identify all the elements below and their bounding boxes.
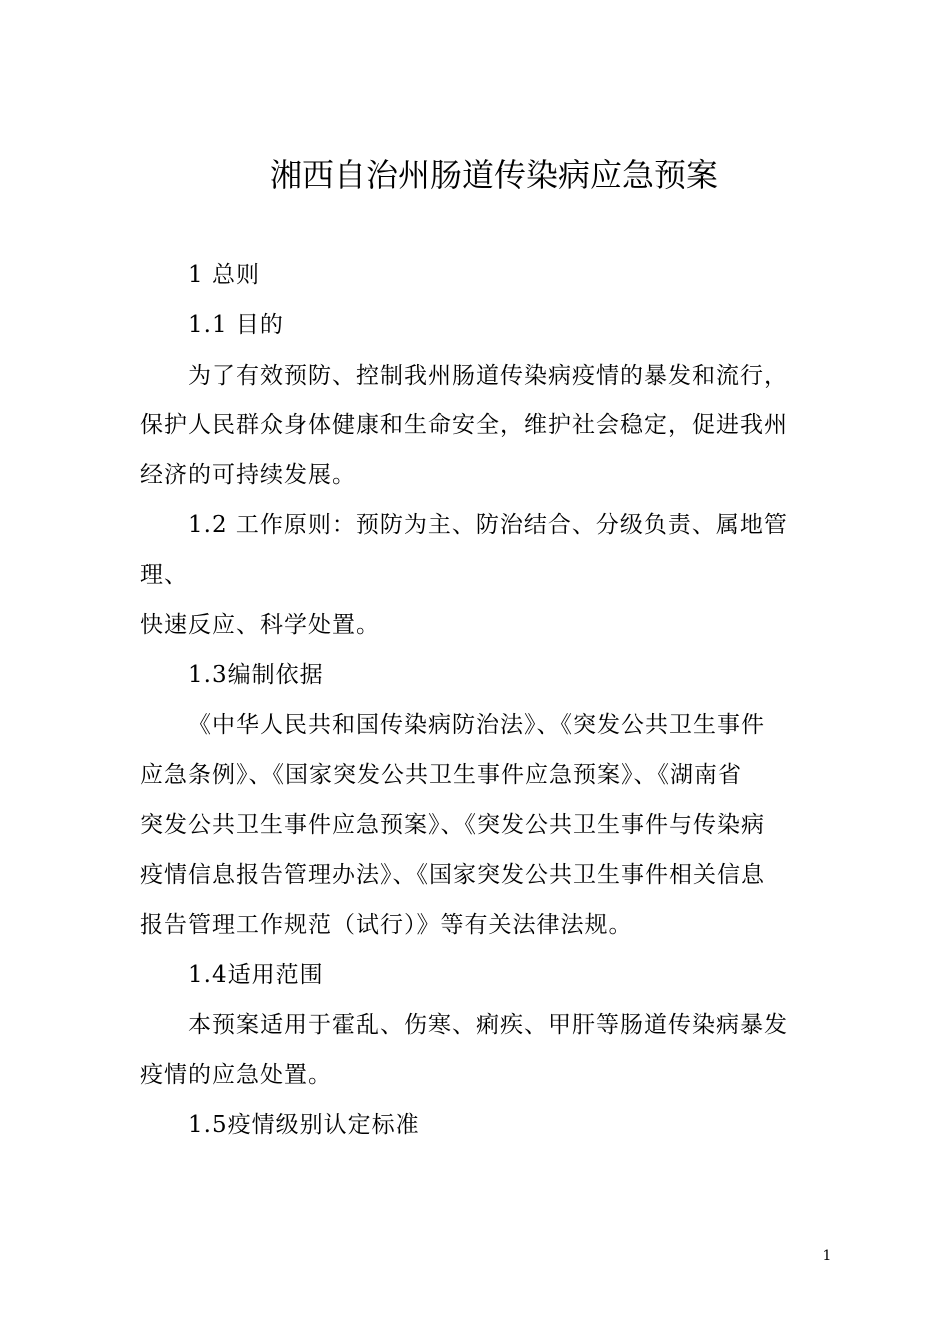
section-heading-level-criteria: 1.5疫情级别认定标准 bbox=[188, 1112, 420, 1138]
paragraph-line: 突发公共卫生事件应急预案》、《突发公共卫生事件与传染病 bbox=[140, 812, 765, 838]
section-heading-scope: 1.4适用范围 bbox=[188, 962, 324, 988]
section-heading-principles: 1.2 工作原则：预防为主、防治结合、分级负责、属地管 bbox=[188, 512, 788, 538]
paragraph-line: 应急条例》、《国家突发公共卫生事件应急预案》、《湖南省 bbox=[140, 762, 742, 788]
paragraph-line: 经济的可持续发展。 bbox=[140, 462, 356, 488]
section-heading-basis: 1.3编制依据 bbox=[188, 662, 324, 688]
paragraph-line: 《中华人民共和国传染病防治法》、《突发公共卫生事件 bbox=[188, 712, 765, 738]
paragraph-line: 疫情的应急处置。 bbox=[140, 1062, 332, 1088]
paragraph-line: 保护人民群众身体健康和生命安全，维护社会稳定，促进我州 bbox=[140, 412, 788, 438]
paragraph-line: 本预案适用于霍乱、伤寒、痢疾、甲肝等肠道传染病暴发 bbox=[188, 1012, 788, 1038]
page-number: 1 bbox=[822, 1248, 832, 1264]
document-title: 湘西自治州肠道传染病应急预案 bbox=[270, 156, 719, 194]
section-heading-purpose: 1.1 目的 bbox=[188, 312, 284, 338]
section-heading-general: 1 总则 bbox=[188, 262, 260, 288]
paragraph-line: 快速反应、科学处置。 bbox=[140, 612, 380, 638]
paragraph-line: 报告管理工作规范（试行）》等有关法律法规。 bbox=[140, 912, 633, 938]
paragraph-line: 理、 bbox=[140, 562, 188, 588]
paragraph-line: 疫情信息报告管理办法》、《国家突发公共卫生事件相关信息 bbox=[140, 862, 765, 888]
paragraph-line: 为了有效预防、控制我州肠道传染病疫情的暴发和流行， bbox=[188, 363, 788, 389]
